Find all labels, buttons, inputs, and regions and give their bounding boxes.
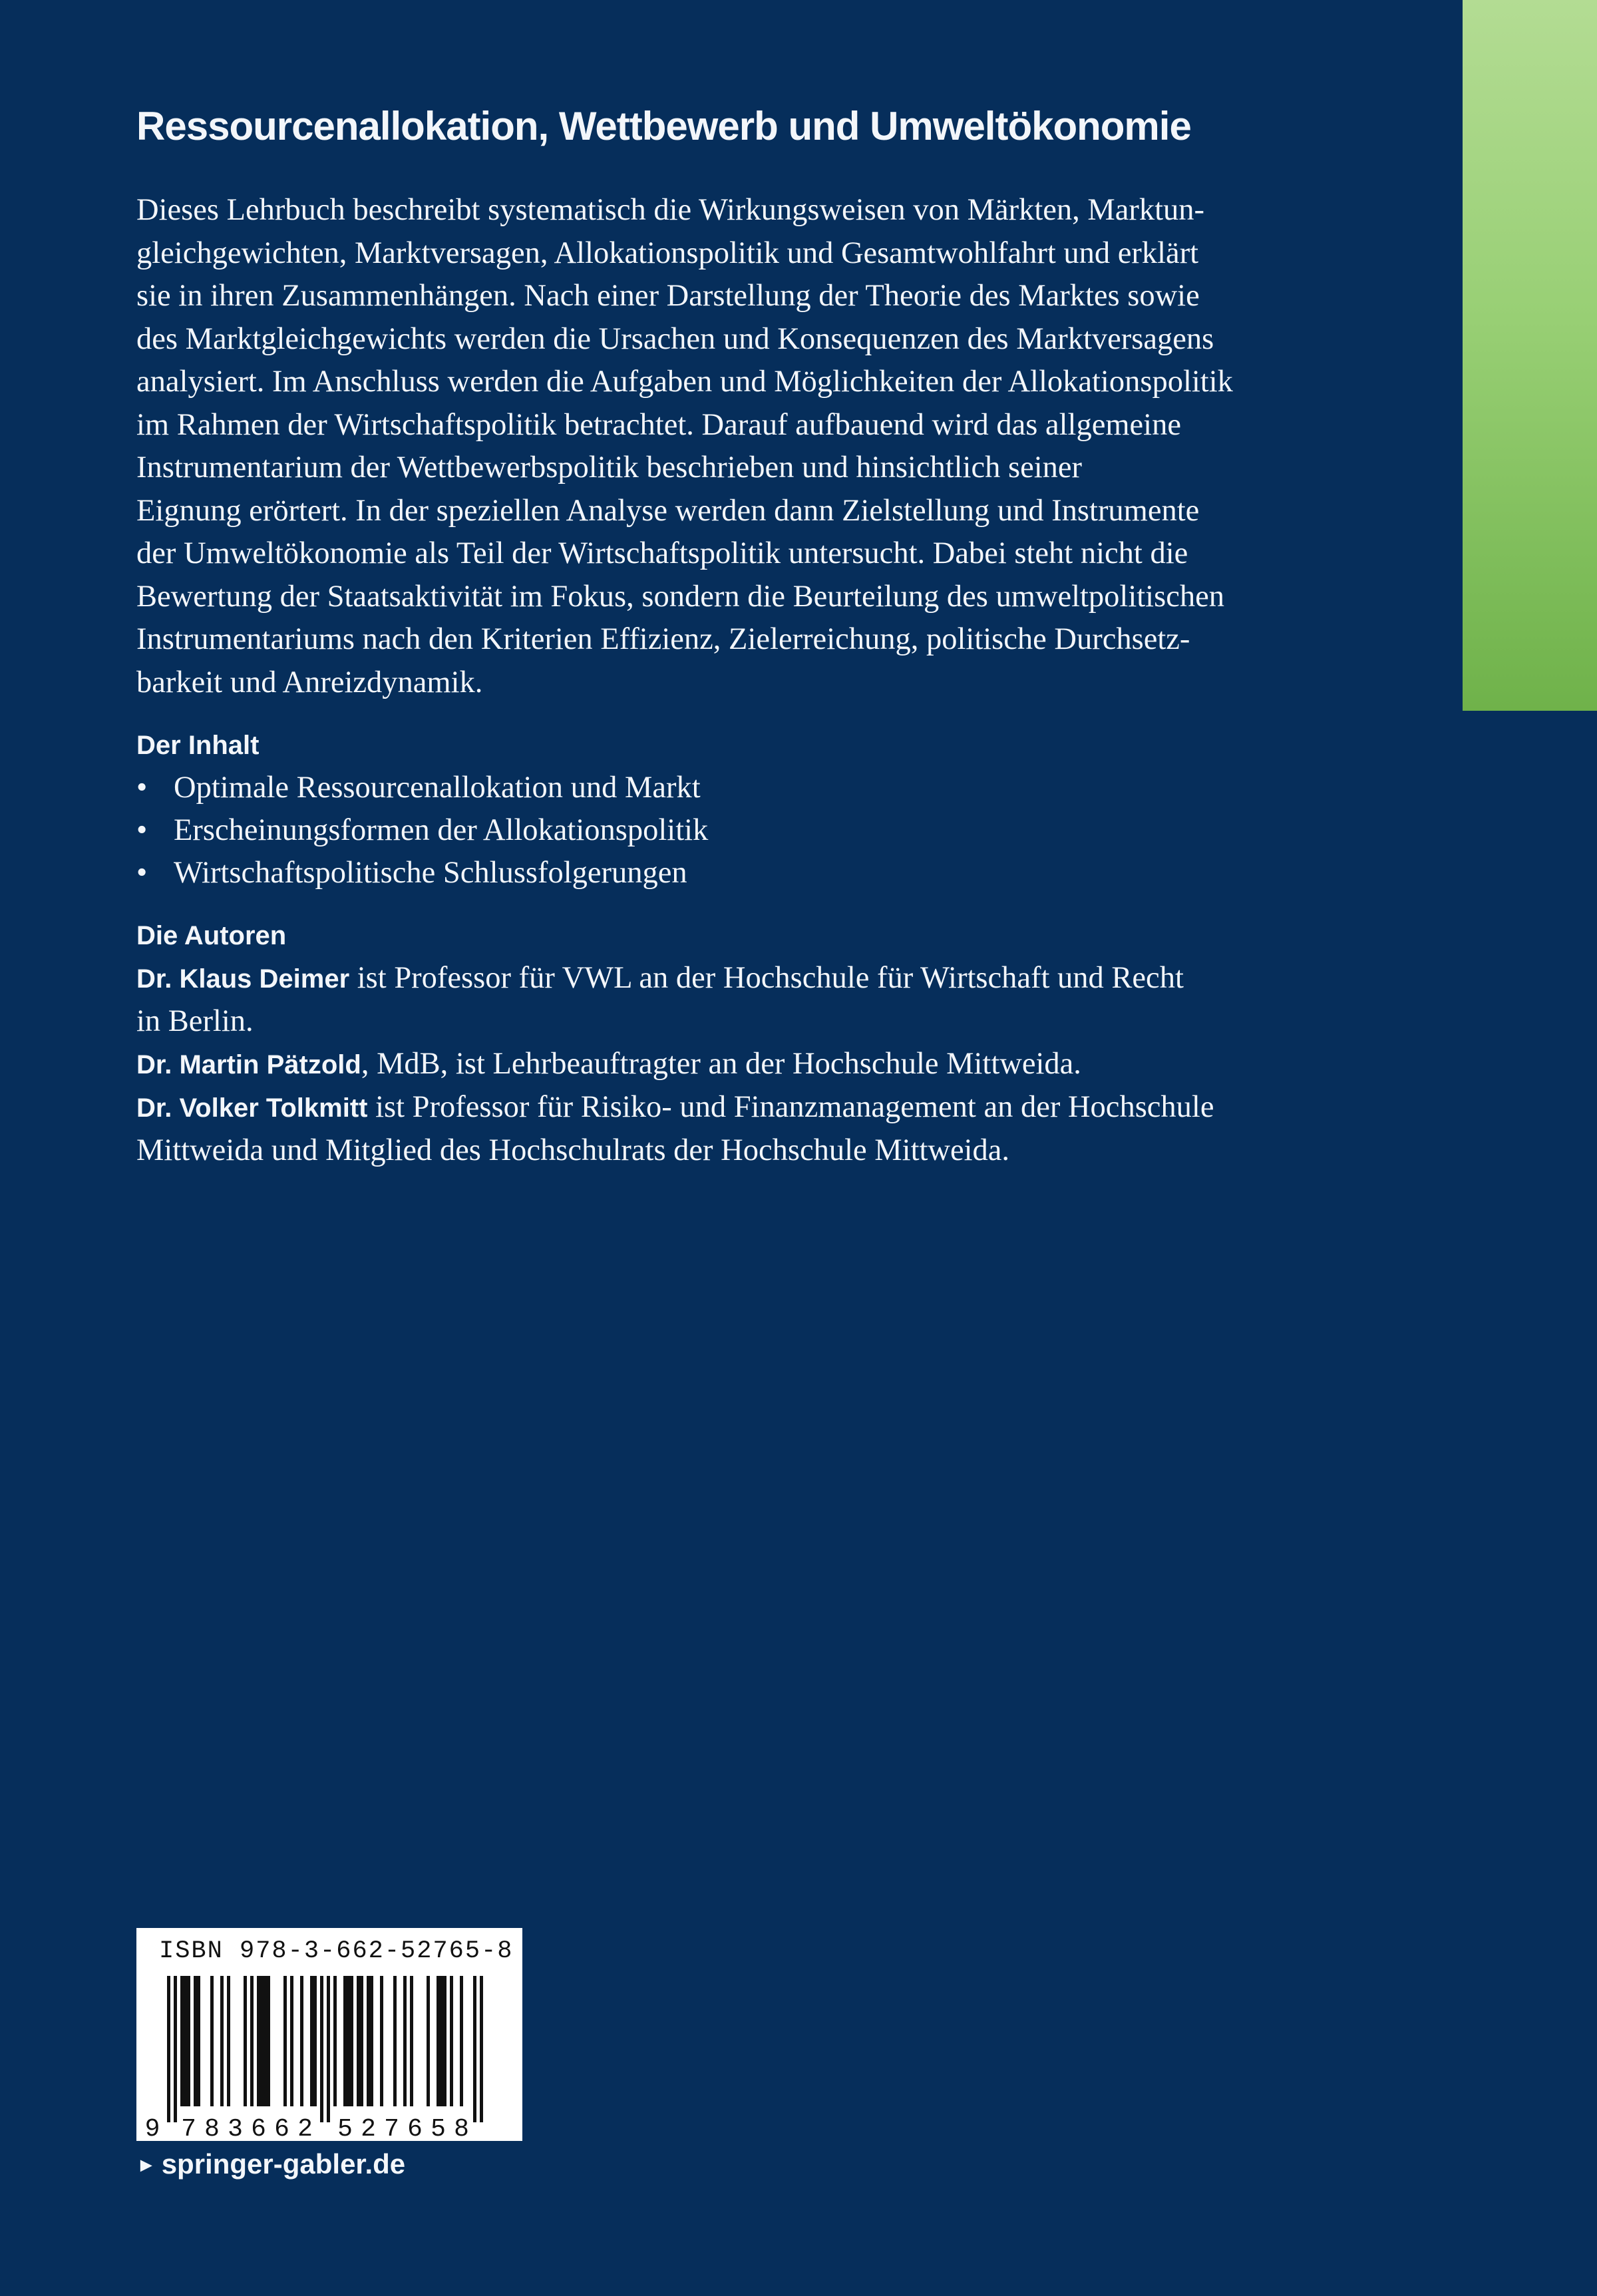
- list-item-text: Wirtschaftspolitische Schlussfolgerungen: [174, 856, 687, 890]
- barcode-bar: [250, 1976, 254, 2106]
- barcode-digit: 6: [251, 2115, 266, 2141]
- barcode-bar: [343, 1976, 353, 2106]
- barcode-bar: [283, 1976, 287, 2106]
- author-entry: [136, 957, 1291, 1043]
- barcode-digit: 9: [144, 2115, 160, 2141]
- list-item: [136, 852, 1291, 894]
- barcode-bar: [300, 1976, 303, 2106]
- author-description: ist Professor für Risiko- und Finanzmanagement an der Hochschule Mittweida und Mitglied des Hochschulrats der Hochschule Mittweida.: [136, 1090, 1214, 1167]
- author-name: Dr. Martin Pätzold: [136, 1050, 361, 1079]
- barcode-bar: [320, 1976, 323, 2122]
- barcode-digit: 6: [407, 2115, 423, 2141]
- barcode-bar: [210, 1976, 214, 2106]
- barcode-bar: [437, 1976, 446, 2106]
- barcode-bar: [333, 1976, 337, 2106]
- barcode-bar: [357, 1976, 363, 2106]
- barcode-digit: 8: [204, 2115, 220, 2141]
- barcode-bar: [403, 1976, 407, 2106]
- barcode-digit: 6: [274, 2115, 289, 2141]
- bullet-icon: •: [136, 856, 148, 890]
- book-title: Ressourcenallokation, Wettbewerb und Umweltökonomie: [136, 104, 1191, 148]
- list-item: [136, 767, 1291, 809]
- bullet-icon: •: [136, 813, 148, 847]
- barcode-bar: [450, 1976, 453, 2106]
- authors-heading: Die Autoren: [136, 921, 287, 950]
- barcode-digit: 2: [361, 2115, 376, 2141]
- barcode-bar: [310, 1976, 317, 2106]
- contents-list: [136, 767, 1291, 894]
- barcode-bar: [427, 1976, 430, 2106]
- barcode-bar: [327, 1976, 330, 2122]
- list-item-text: Erscheinungsformen der Allokationspolitik: [174, 813, 709, 847]
- barcode-digit: 8: [454, 2115, 469, 2141]
- bullet-icon: •: [136, 771, 148, 805]
- isbn-barcode: [136, 1928, 522, 2141]
- author-entry: [136, 1086, 1291, 1172]
- barcode-bar: [194, 1976, 200, 2106]
- barcode-bar: [244, 1976, 247, 2106]
- barcode-bar: [480, 1976, 483, 2122]
- arrow-right-icon: ►: [136, 2154, 156, 2176]
- barcode-bar: [380, 1976, 383, 2106]
- contents-heading: Der Inhalt: [136, 731, 260, 760]
- author-entry: [136, 1043, 1291, 1086]
- barcode-digit: 5: [431, 2115, 446, 2141]
- barcode-digit: 2: [297, 2115, 313, 2141]
- barcode-digit: 7: [181, 2115, 196, 2141]
- barcode-bar: [174, 1976, 177, 2122]
- list-item: [136, 809, 1291, 852]
- green-accent-tab: [1463, 0, 1597, 711]
- author-description: ist Professor für VWL an der Hochschule für Wirtschaft und Recht in Berlin.: [136, 961, 1184, 1038]
- website-label: springer-gabler.de: [161, 2148, 406, 2180]
- barcode-bar: [167, 1976, 170, 2122]
- barcode-bar: [473, 1976, 476, 2122]
- author-name: Dr. Volker Tolkmitt: [136, 1093, 368, 1123]
- barcode-bar: [460, 1976, 463, 2106]
- barcode-bar: [227, 1976, 230, 2106]
- barcode-bar: [290, 1976, 293, 2106]
- barcode-bar: [367, 1976, 373, 2106]
- barcode-bar: [410, 1976, 413, 2106]
- barcode-bar: [180, 1976, 190, 2106]
- website-link[interactable]: [136, 2148, 405, 2180]
- barcode-bar: [393, 1976, 397, 2106]
- isbn-label: ISBN 978-3-662-52765-8: [159, 1937, 514, 1965]
- barcode-digit: 3: [228, 2115, 243, 2141]
- description-paragraph: Dieses Lehrbuch beschreibt systematisch die Wirkungsweisen von Märkten, Marktun- gleichgewichten, Marktversagen, Allokationspolitik und Gesamtwohlfahrt und erklärt sie in ihren Zusammenhängen. Nach einer Darstellung der Theorie des Marktes sowie des Marktgleichgewichts werden die Ursachen und Konsequenzen des Marktversagens analysiert. Im Anschluss werden die Aufgaben und Möglichkeiten der Allokationspolitik im Rahmen der Wirtschaftspolitik betrachtet. Darauf aufbauend wird das allgemeine Instrumentarium der Wettbewerbspolitik beschrieben und hinsichtlich seiner Eignung erörtert. In der speziellen Analyse werden dann Zielstellung und Instrumente der Umweltökonomie als Teil der Wirtschaftspolitik untersucht. Dabei steht nicht die Bewertung der Staatsaktivität im Fokus, sondern die Beurteilung des umweltpolitischen Instrumentariums nach den Kriterien Effizienz, Zielerreichung, politische Durchsetz- barkeit und Anreizdynamik.: [136, 193, 1233, 699]
- barcode-bars: [136, 1928, 522, 2141]
- list-item-text: Optimale Ressourcenallokation und Markt: [174, 771, 701, 805]
- barcode-digit: 7: [384, 2115, 399, 2141]
- barcode-bar: [257, 1976, 270, 2106]
- back-cover-content: [136, 100, 1291, 1172]
- barcode-digit: 5: [337, 2115, 353, 2141]
- author-description: , MdB, ist Lehrbeauftragter an der Hochschule Mittweida.: [361, 1047, 1081, 1081]
- barcode-bar: [220, 1976, 224, 2106]
- author-name: Dr. Klaus Deimer: [136, 964, 350, 994]
